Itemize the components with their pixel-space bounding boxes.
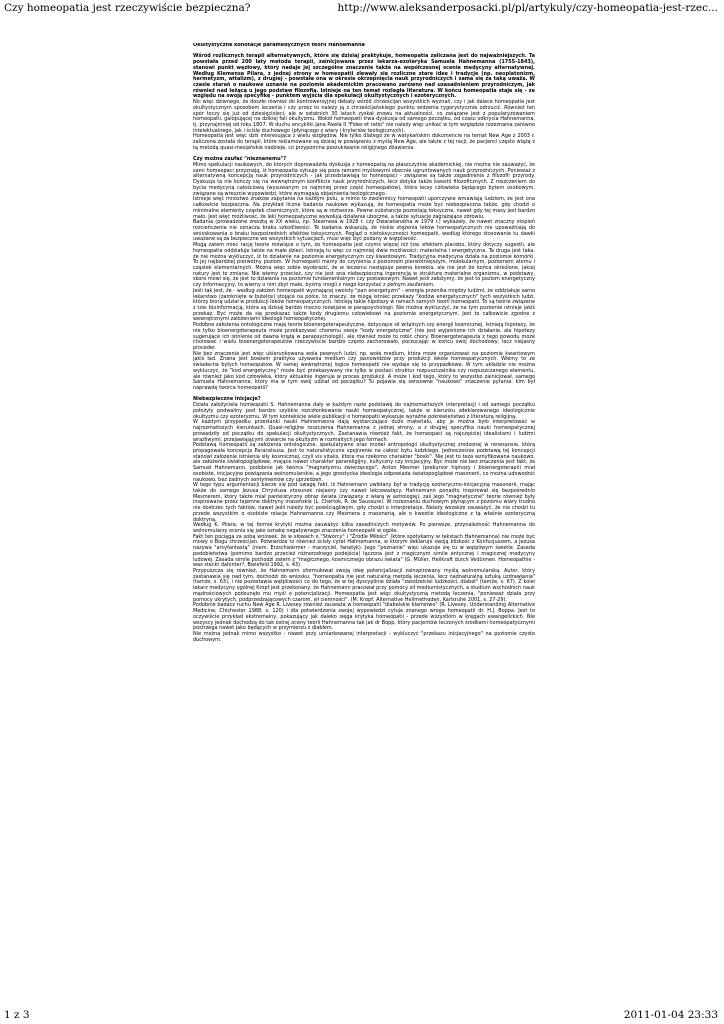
paragraph: Nie można jednak mimo wszystko - nawet przy umiarkowanej interpretacji - wykluczyć "przekazu inicjacyjnego" na poziomie czysto duchowym. [193,630,535,643]
section-heading: Niebezpieczne inicjacje? [193,396,261,403]
print-timestamp: 2011-01-04 23:33 [623,1009,718,1021]
browser-print-header [0,0,724,18]
browser-print-footer [0,1008,724,1024]
paragraph: Homeopatia jest więc dziś interesująca z wielu względów. Nie tylko dlatego że w watykańskim dokumencie na temat New Age z 2003 r. zaliczona została do terapii, które reklamowane są dzisiaj w powiązaniu z myślą New Age, ale także z tej racji, że pacjenci często wiążą z tą metodą quasi-mesjańskie nadzieje, co przypomina poszukiwanie religijnego zbawienia. [193,133,535,151]
section-heading: Czy można zaufać "nieznanemu"? [193,156,287,163]
paragraph: Podstawą homeopatii są założenia ontologiczne, spekulatywne oraz model antropologii okultystycznej zrodzonej w renesansie, którą propagowała koncepcja Paracelsusa. Jest to naturalistyczne spojrzenie na całość bytu ludzkiego. Jednocześnie podstawą tej koncepcji stanowi założenie istnienia siły kosmicznej, czyli vis vitalis, która ma rzekomo charakter "boski". Nie jest to teza wznyfikowana naukowo, ale założenie światopoglądowe, mające nawet charakter parareligijny, kultyczny czy inicjacyjny. Być może nie bez znaczenia jest fakt, że Samuel Hahnemann, podobnie jak twórca "magnetyzmu zwierzęcego", Anton Mesmer (prekursor hipnozy i bioenergoterapii) miał osobiste, inicjacyjne powiązania wolnomularskie, a jego gnostycka ideologia odpowiada światopoglądowi masonerii, co można udowodnić naukowo, bez żadnych sentymentów czy uprzedzeń. [193,442,535,483]
paragraph: Mimo spekulacji naukowych, do których doprowadziła dyskusja z homeopatią na płaszczyźnie akademickiej, nie można nie zauważyć, że sami homeopaci przyznają, iż homeopatia sytuuje się poza ramami myślowymi obecnie ugruntowanych nauk przyrodniczych. Ponieważ z alternatywną koncepcją nauk przyrodniczych - jak przedstawiają to homeopaci - związane są także zagadnienia z filozofii przyrody. Dyskusja ta nie kończy się na wewnętrznym konflikcie nauk przyrodniczych, lecz dotyka także kwestii filozoficznych. Z roszczeniem do bycia medycyną całościową (wysuwanym co najmniej przez część homeopatów), która leczy człowieka będącego bytem osobowym, związane są wreszcie wypowiedzi, które wymagają objaśnienia teologicznego. [193,162,535,197]
paragraph: Mogą zatem mieć rację teorie mówiące o tym, że homeopatia jest czymś więcej niż tzw. efektem placebo, który dotyczy sugestii, ale homeopatia oddziałuje także na małe dzieci. Istnieją tu więc co najmniej dwie możliwości: materialna i energetyczna. Ta druga jest taka, że nie można wykluczyć, iż to działanie na poziomie energetycznym czy kwantowym. Tradycyjna medycyna działa na poziomie komórki. To jej najbardziej pierwotny poziom. W homeopatii mamy do czynienia z poziomem pierwotniejszym, molekularnym, poziomem atomu i cząstek elementarnych. Można więc sobie wyobrazić, że w leczeniu następuje pewna korekta, ale nie jest do końca określone, jakiej natury jest to zmiana. Nie wiemy przecież, czy nie jest ona niebezpieczną ingerencją w strukturę materialne organizmu, w podstawy, skoro mówi się, że jest to działanie na poziomie fundamentalnym czy postawowym. Nawet jeśli założymy, że jest to poziom energetyczny czy informacyjny, to wiemy o nim zbyt mało, byśmy mogli z niego korzystać z pełnym zaufaniem. [193,242,535,289]
page-url: http://www.aleksanderposacki.pl/pl/artykuly/czy-homeopatia-jest-rzec... [337,2,718,14]
paragraph: Przypuszcza się również, że Hahnemann sformułował swoją ideę potencjalizacji zainspirowany myślą wolnomularską. Autor, który zastanawia się nad tym, dochodzi do wniosku: "homeopatia nie jest naturalną metodą leczenia, lecz nadnaturalną sztuką uzdrawiania" (tamże, s. 63), i nie pozostawia wątpliwości co do tego, że w tej dyscyplinie działa "zwodzeiciel ludzkości, diabeł" (tamże, s. 67). Z kolei lekarz medycyny ogólnej Kropf jest przekonany, że Hahnemann pracował przy pomocy sił mediumistycznych, a studium wschodnich nauk mądrościowych podsunęło mu myśl o potencjalizacji. Homeopatia jest więc okultystyczną metodą leczenia, "ponieważ działa przy pomocy ukrytych, podprzedzającowych czarom, sił ciemności". (M. Kropf, Alternative Heilmethoden, Karlsruhe 2001, s. 27-29). [193,568,535,603]
page-title: Czy homeopatia jest rzeczywiście bezpieczna? [4,2,251,14]
page-counter: 1 z 3 [4,1009,30,1021]
paragraph: Podobne założenia ontologiczne mają teorie bioenergoterapeutyczne, dotyczące sił witalnych czy energii kosmicznej. Istnieją hipotezy, że nie tylko bioenergoterapeuta może przekazywać choremu swoje "kody energetyczne" (nie jest wyjaśnione ich działanie, ale hipotezy sugerujące ich istnienie od dawna krążą w parapsychologii), ale również może to robić chory. Bioenergoterapeuta z tego powodu może chorować i wielu bioenergoterapeutów rzeczywiście bardzo często zachorowało, porzucając w końcu swój dochodowy, lecz niejasny proceder. [193,322,535,352]
paragraph: Nic więc dziwnego, że doszło również do kontrowersyjnej debaty wśród chrześcijan wszystkich wyznań, czy i jak dalece homeopatia jest okultystycznym sposobem leczenia i czy przez to należy ją z chrześcijańskiego punktu widzenia rygorystycznie odrzucić. Również ten spór toczy się już od dziesięcioleci, ale w ostatnich 30 latach zyskał znowu na aktualności, co związane jest z popularyzowaniem homeopatii, galopującej na dzikiej fali okultyzmu. Wokół homeopatii trwa dyskusja od samego początku, od czasu odkrycia Hahnemanna, tj. przynajmniej od roku 1807. W duchu encykliki Jana Pawła II "Fides et ratio" nie należy więc unikać w tym względzie rozeznania zarówno intelektualnego, jak i ściśle duchowego (płynącego z wiary i kryteriów teologicznych). [193,99,535,134]
paragraph: Badania (prowadzone zresztą w XX wieku, np. Stearnesa w 1928 r. czy Dwarakanatha w 1979 r.) wykazały, że nawet znaczny stopień rozcieńczenia nie oznacza braku szkodliwości. Te badania wskazują, że niskie stężenia leków homeopatycznych nie upoważniają do wnioskowania o braku bezpośrednich efektów toksycznych. Pogląd o nietoksyczności homeopatii, według którego stosowanie tu dawki uważane są za bezpieczne we wszystkich sytuacjach, musi więc być podany w wątpliwość. [193,219,535,243]
paragraph: Nie bez znaczenia jest więc ukierunkowana wola pewnych ludzi, np. woła medium, która może organizować na poziomie kwantowym jakiś ład. Znana jest bowiem praktyka używania medium czy jasnowidzów przy produkcji leków homeopatycznych. Wiemy to ze świadectw byłych homeopatów. W samej wewnętrznej logice homeopatii nie wydaje się to przypadkowe. W tym układzie nie można wykluczyć, że "kod energetyczny" może być przekazywany nie tylko w postaci struktur rozpuszczalnika czy rozpuszczanego elementu, ale również jako kod człowieka, który aktualnie ingeruje w proces produkcji. A może i kod tego, który to wszystko zainicjował, samego Samuela Hahnemanna, który ma w tym swój udział od początku? Tu pojawia się sensowne "naukowo" znaczenie pytania: kim był naprawdę twórca homeopatii? [193,350,535,392]
paragraph: Według K. Pilara, w tej formie krytyki można zauważyć kilka zasadniczych motywów. Po pierwsze, przynależność Hahnemanna do wolnomularzy ocenia się jako oznakę negatywnego znaczenia homeopatii w ogóle. [193,522,535,534]
paragraph: Działa założyciela homeopatii S. Hahnemanna dały w każdym razie podstawę do najrozmaitszych interpretacji i od samego początku położyły podwaliny pod bardzo szybkie rozczłonkowanie nauki homeopatycznej, także w kierunku zdeklarowanego ideologicznie okultyzmu czy ezoteryzmu. W tym kontekście wiele publikacji o homeopatii wykazuje wyraźne pokrewieństwo z literaturą religijną. [193,402,535,420]
paragraph: Jeśli tak jest, że - według założeń homeopatii wyznającej swoisty "pan energetyzm" - energia przenika między ludźmi, że oddziałuje samo lekarstwo (zamknięte w butelce) stojące na półce, to znaczy, że mogą istnieć przekazy "kodów energetycznych" tych wszystkich ludzi, którzy biorą udział w produkcji leków homeopatycznych. Istnieją takie hipotezy w ramach samych teorii homeopatii. To są teorie związane z tzw. bioinformacją, która są dzisiaj bardzo mocno rozwijane w parapsychologii. Nie można wykluczyć, że na tym poziomie istnieje jakiś przekaz. Być może da się przekazać także kody drugiemu człowiekowi na poziomie energetycznym. Jest to całkowicie zgodne z wewnętrznymi założeniami ideologii homeopatycznej. [193,287,535,323]
paragraph: W tego typu argumentacji bierze się pod uwagę fakt, iż Hahnemann uwikłany był w tradycję ezoteryczno-inicjacyjną masonerii, mając także do samego Jezusa Chrystusa stosunek niejasny czy nawet lekceważący. Hahnemann ponadto inspirował się bezpośrednio Mesmerem, który także miał panteistyczny obraz świata (związany z wiarą w astrologię), zaś jego "magnetyczne" teorie również były inspirowane przez tajemne doktryny masońskie (L. Chertok, R. de Saussure). W rozeznaniu duchowym płynącym z poziomu wiary trudno nie dostrzec tych faktów, nawet jeśli należy być powściągliwym, gdy chodzi o interpretacje. Należy wszakże zauważyć, że nie chodzi tu przede wszystkim o osobiste relacje Hahnemanna czy Mesmera z masonerią, ale o kwestie ideologiczne z tą właśnie ezoteryczną doktryną. [193,482,535,523]
article-title: Okultystyczne konotacje paramedycznych teorii Hahnemanna [193,43,365,48]
paragraph: W każdym przypadku przesłanki nauki Hahnemanna dają wystarczająco dużo materiału, aby je można było interpretować w najrozmaitszych kierunkach. Quasi-religijne roszczenia Hahnemanna z jednej strony, a z drugiej specyfika nauki homeopatycznej prowadziły od początku do spekulacji okultystycznych. Zastanawia również fakt, że homeopaci są najczęściej idealistami i ludźmi wrażliwymi, przejawiającymi otwarcie na okultyzm w rozmaitych jego formach. [193,419,535,443]
paragraph: Fakt ten pociąga za sobą wniosek, że w słowach o "Stwórcy" i "Źródle Miłości" (które spotykamy w tekstach Hahnemanna) nie może być mowy o Bogu chrześcijan. Potwierdza to również ścisły cytat Hahnemanna, w którym deklaruje swoją bliskość z Konfucjuszem, a Jezusa nazywa "arcyfantastą" (niem. Erzschwärmer - marzyciel, fanatyk). Jego "poznanie" więc ukazuje się tu w wątpliwym świetle. Zasada podobieństwa (pomimo bardzo przecież różnorodnego podejścia) łączona jest z magicznym simile antycznej i magicznej medycyny ludowej. Zasada simile pochodzi zatem z "magicznego, kosmicznego obrazu świata" (G. Müller, Heilkraft durch Vedünnen. Homeopathie - was steckt dahinter?, Bielefeld 1992, s. 43). [193,533,535,569]
article [193,43,535,1005]
article-lead: Wśród rozlicznych terapii alternatywnych, które się dzisiaj praktykuje, homeopatia zaliczana jest do najważniejszych. Ta powstała przed 200 laty metoda terapii, zainicjowana przez lekarza-ezoteryka Samuela Hahnemanna (1755-1843), stanowi punkt węzłowy, który nadaje jej szczególne znaczenie także na współczesnej scenie medycyny alternatywnej. Według Klemensa Pilara, z jednej strony w homeopatii zlewały się rozliczne stare idee i tradycje (np. neoplatonizm, hermetyzm, witalizm), z drugiej - powstała ona w okresie okrzepnięcia nauk przyrodniczych i sama się za taką uważa. W czasie starań o naukowe uznanie na poziomie akademickim pracowano zarówno nad uzasadnieniem przyrodniczym, jak również nad leżącą u jego podstaw filozofią. Istnieje na ten temat rozległa literatura. W końcu homeopatia staje się - ze względu na swoją specyfikę - punktem wyjścia dla spekulacji okultystycznych i ezoterycznych. [193,53,535,100]
paragraph: Podobnie badacz ruchu New Age R. Livesey również zauważa w homeopatii "diabelskie kłamstwo" (R. Livesey, Understanding Alternative Medicine, Chichester 1988, s. 120) i dla potwierdzenia swojej wypowiedzi cytuje znanego wroga homeopatii dr. H.J. Boppa. Jest to oczywiście przykład ekstremalny, pokazujący jak daleko sięga krytyka homeopatii - przede wszystkim w kręgach ewangelickich. Nie wszyscy jednak dochodzą do tak ostrej oceny teorii Hahnemanna tak jak dr Bopp, który pacjentów leczonych środkami homeopatycznymi postrzega nawet jako będących w przymierzu z diabłem. [193,602,535,632]
paragraph: Istnieje więc mnóstwo znaków zapytania na każdym polu, a mimo to zwolennicy homeopatii uporczywie wmawiają ludziom, że jest ona całkowicie bezpieczna. Na przykład liczne badania naukowe wykazują, że homeopatia może być niebezpieczna także, gdy chodzi o minimalne elementy cząstek chemicznych, które są w roztworze. Pewne substancje pozostają toksyczne, nawet gdy tej masy jest bardzo mało. Jest więc możliwość, że leki homeopatyczne wywołują działanie uboczne, a także sytuacje zagrażające zdrowiu. [193,196,535,220]
